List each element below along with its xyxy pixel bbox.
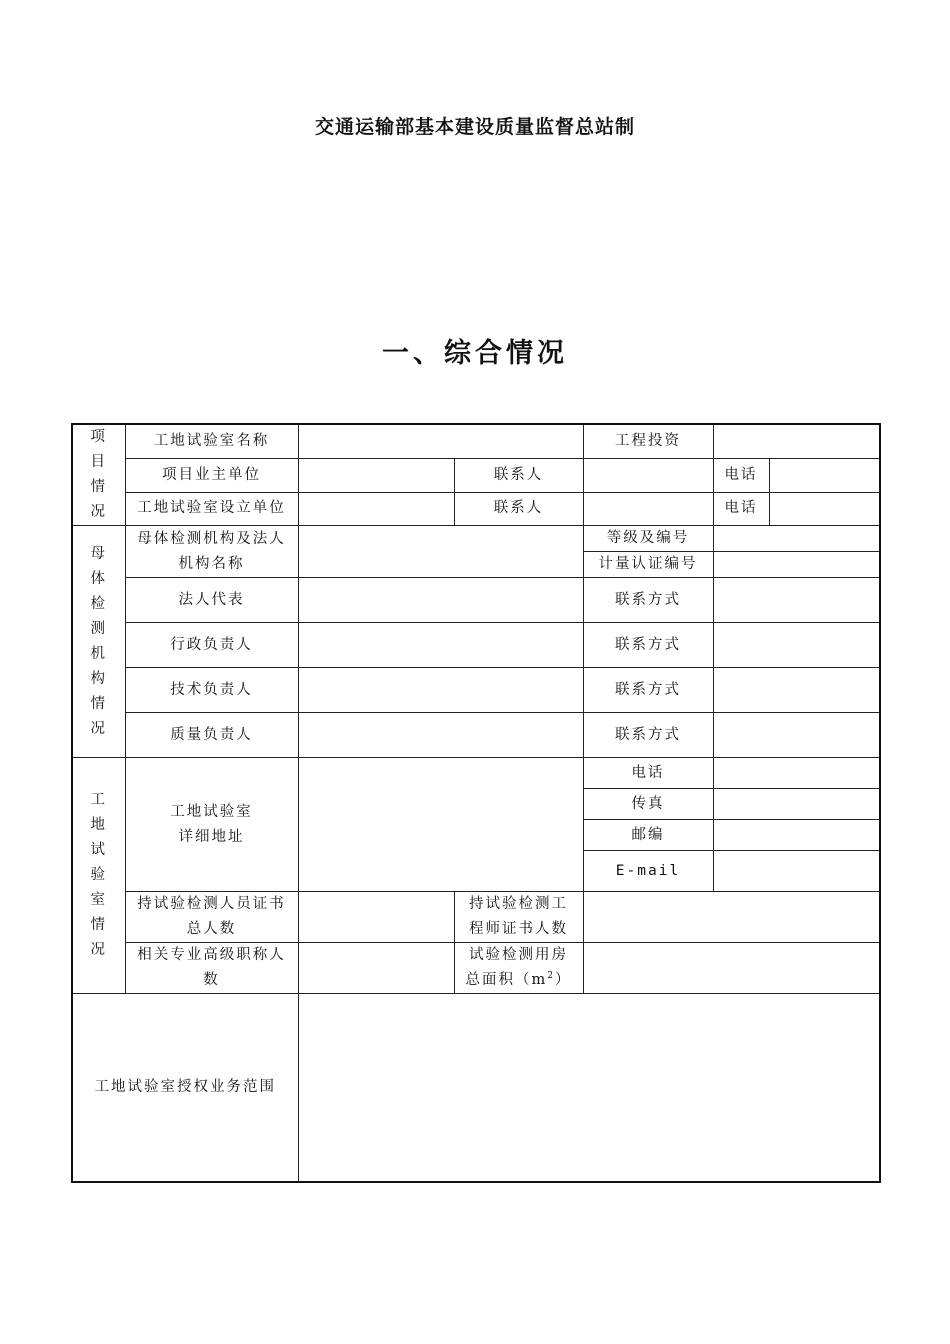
tech-contact-field[interactable] bbox=[713, 668, 880, 713]
owner-phone-label: 电话 bbox=[713, 458, 769, 492]
grade-field[interactable] bbox=[713, 526, 880, 552]
parent-org-name-label-line2: 机构名称 bbox=[178, 555, 245, 572]
parent-group-label: 母体检测机构情况 bbox=[72, 526, 125, 758]
area-field[interactable] bbox=[583, 943, 880, 994]
lab-fax-field[interactable] bbox=[713, 789, 880, 820]
senior-title-field[interactable] bbox=[298, 943, 454, 994]
lab-fax-label: 传真 bbox=[583, 789, 713, 820]
legal-rep-field[interactable] bbox=[298, 578, 583, 623]
senior-title-label-line1: 相关专业高级职称人 bbox=[137, 947, 286, 963]
lab-postcode-label: 邮编 bbox=[583, 820, 713, 851]
setup-contact-field[interactable] bbox=[583, 492, 713, 525]
lab-phone-field[interactable] bbox=[713, 758, 880, 789]
tech-contact-label: 联系方式 bbox=[583, 668, 713, 713]
quality-field[interactable] bbox=[298, 713, 583, 758]
lab-address-label-line1: 工地试验室 bbox=[170, 803, 253, 820]
setup-phone-label: 电话 bbox=[713, 492, 769, 525]
admin-contact-field[interactable] bbox=[713, 623, 880, 668]
owner-label: 项目业主单位 bbox=[125, 458, 298, 492]
lab-address-label bbox=[125, 758, 298, 892]
setup-contact-label: 联系人 bbox=[454, 492, 583, 525]
parent-org-name-label-line1: 母体检测机构及法人 bbox=[137, 530, 286, 547]
owner-contact-field[interactable] bbox=[583, 458, 713, 492]
quality-contact-label: 联系方式 bbox=[583, 713, 713, 758]
grade-label: 等级及编号 bbox=[583, 526, 713, 552]
area-label bbox=[454, 943, 583, 994]
scope-field[interactable] bbox=[298, 994, 880, 1182]
project-group-label: 项目情况 bbox=[72, 424, 125, 526]
engineer-cert-label-line2: 程师证书人数 bbox=[469, 921, 568, 937]
area-label-line2: 总面积$(m^2)$ bbox=[465, 971, 572, 988]
engineer-cert-field[interactable] bbox=[583, 892, 880, 943]
lab-name-label: 工地试验室名称 bbox=[125, 424, 298, 458]
quality-label: 质量负责人 bbox=[125, 713, 298, 758]
general-info-table bbox=[71, 423, 881, 1183]
admin-contact-label: 联系方式 bbox=[583, 623, 713, 668]
lab-phone-label: 电话 bbox=[583, 758, 713, 789]
engineer-cert-label-line1: 持试验检测工 bbox=[469, 896, 568, 912]
cert-total-label bbox=[125, 892, 298, 943]
cert-total-field[interactable] bbox=[298, 892, 454, 943]
cert-total-label-line2: 总人数 bbox=[186, 921, 237, 937]
investment-label: 工程投资 bbox=[583, 424, 713, 458]
parent-org-name-field[interactable] bbox=[298, 526, 583, 578]
metrology-label: 计量认证编号 bbox=[583, 552, 713, 578]
tech-field[interactable] bbox=[298, 668, 583, 713]
owner-field[interactable] bbox=[298, 458, 454, 492]
organization-title: 交通运输部基本建设质量监督总站制 bbox=[314, 116, 635, 138]
lab-name-field[interactable] bbox=[298, 424, 583, 458]
lab-postcode-field[interactable] bbox=[713, 820, 880, 851]
tech-label: 技术负责人 bbox=[125, 668, 298, 713]
admin-label: 行政负责人 bbox=[125, 623, 298, 668]
legal-rep-contact-label: 联系方式 bbox=[583, 578, 713, 623]
cert-total-label-line1: 持试验检测人员证书 bbox=[137, 896, 286, 912]
lab-email-field[interactable] bbox=[713, 851, 880, 892]
setup-unit-label: 工地试验室设立单位 bbox=[125, 492, 298, 525]
legal-rep-label: 法人代表 bbox=[125, 578, 298, 623]
lab-email-label: E-mail bbox=[583, 851, 713, 892]
owner-contact-label: 联系人 bbox=[454, 458, 583, 492]
metrology-field[interactable] bbox=[713, 552, 880, 578]
setup-phone-field[interactable] bbox=[769, 492, 880, 525]
lab-address-label-line2: 详细地址 bbox=[178, 828, 245, 845]
lab-address-field[interactable] bbox=[298, 758, 583, 892]
section-title: 一、综合情况 bbox=[382, 338, 568, 369]
owner-phone-field[interactable] bbox=[769, 458, 880, 492]
senior-title-label bbox=[125, 943, 298, 994]
area-label-line1: 试验检测用房 bbox=[469, 947, 568, 963]
lab-group-label: 工地试验室情况 bbox=[72, 758, 125, 994]
admin-field[interactable] bbox=[298, 623, 583, 668]
scope-label: 工地试验室授权业务范围 bbox=[72, 994, 298, 1182]
investment-field[interactable] bbox=[713, 424, 880, 458]
quality-contact-field[interactable] bbox=[713, 713, 880, 758]
setup-unit-field[interactable] bbox=[298, 492, 454, 525]
parent-org-name-label bbox=[125, 526, 298, 578]
engineer-cert-label bbox=[454, 892, 583, 943]
senior-title-label-line2: 数 bbox=[203, 972, 220, 988]
legal-rep-contact-field[interactable] bbox=[713, 578, 880, 623]
